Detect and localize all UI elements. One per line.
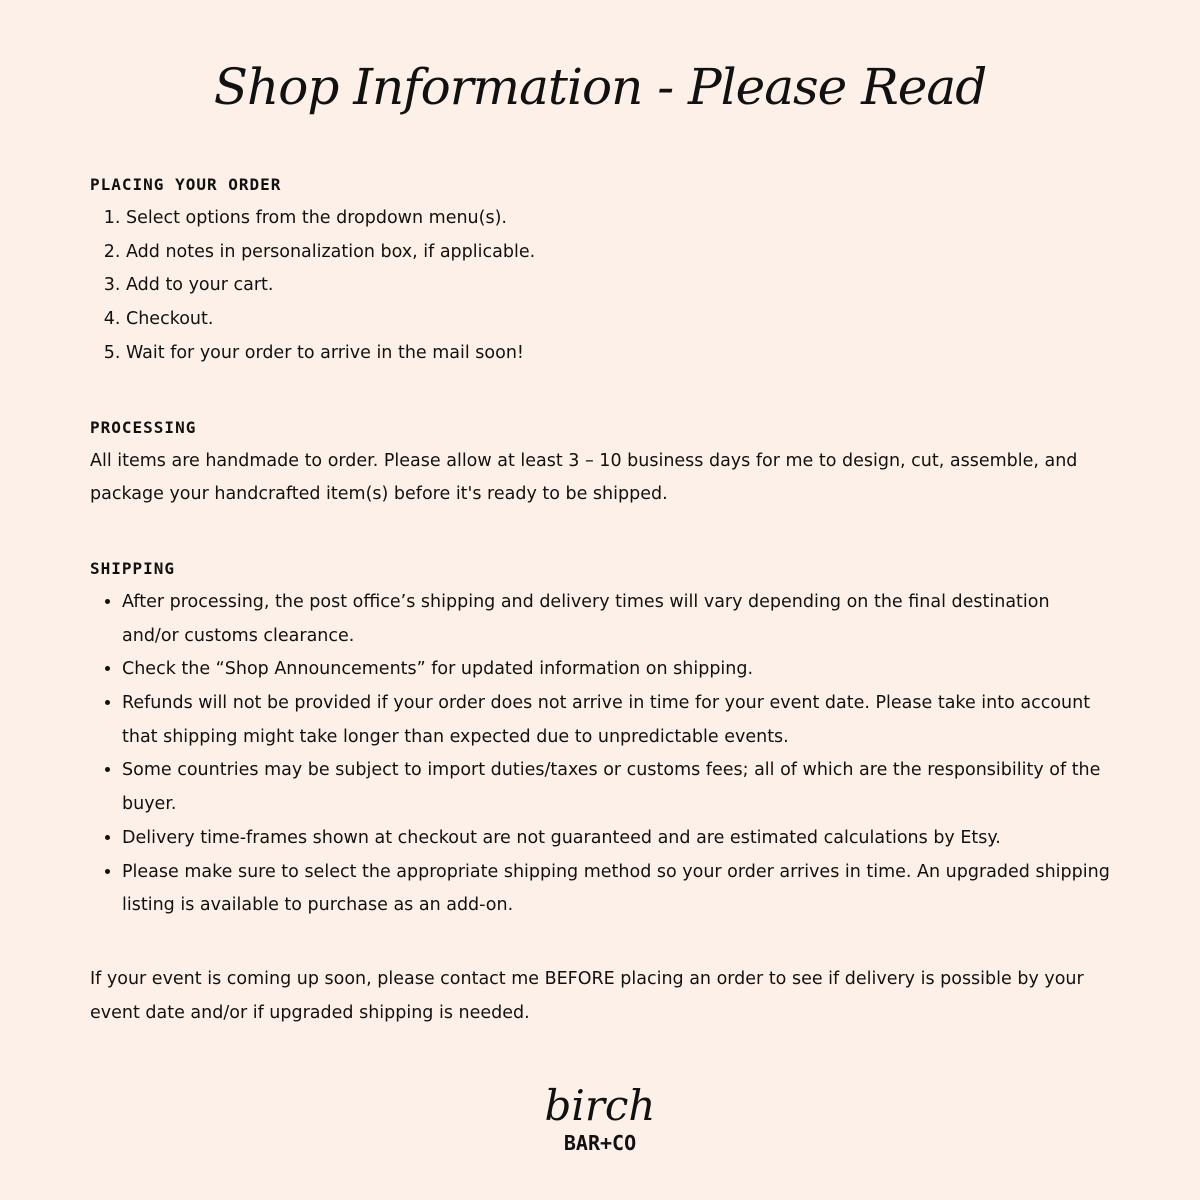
section-spacer [90,371,1110,415]
shipping-heading: SHIPPING [90,558,176,578]
logo-wordmark-barco: BAR+CO [563,1131,637,1155]
logo-wordmark-birch: birch [544,1081,656,1130]
shipping-bullets-list [90,586,1110,923]
order-step: 4. Checkout. [126,303,1110,337]
shipping-bullet: • Refunds will not be provided if your order does not arrive in time for your event date. Please take into account that shipping might take longer than expected due to unpredictable events. [122,687,1110,754]
order-step: 2. Add notes in personalization box, if applicable. [126,236,1110,270]
shipping-bullet: • Some countries may be subject to import duties/taxes or customs fees; all of which are the responsibility of the buyer. [122,754,1110,821]
shop-info-content [90,172,1110,1030]
section-spacer [90,512,1110,556]
order-step: 1. Select options from the dropdown menu(s). [126,202,1110,236]
order-steps-list [90,202,1110,371]
section-spacer [90,923,1110,963]
order-step: 3. Add to your cart. [126,269,1110,303]
shipping-bullet: • Please make sure to select the appropriate shipping method so your order arrives in time. An upgraded shipping listing is available to purchase as an add-on. [122,856,1110,923]
page-title: Shop Information - Please Read [213,58,987,116]
closing-note: If your event is coming up soon, please contact me BEFORE placing an order to see if delivery is possible by your event date and/or if upgraded shipping is needed. [90,968,1084,1023]
processing-text: All items are handmade to order. Please allow at least 3 – 10 business days for me to design, cut, assemble, and package your handcrafted item(s) before it's ready to be shipped. [90,450,1078,505]
order-step: 5. Wait for your order to arrive in the mail soon! [126,337,1110,371]
shipping-section [90,556,1110,923]
placing-order-heading: PLACING YOUR ORDER [90,175,282,194]
shipping-bullet: • Check the “Shop Announcements” for updated information on shipping. [122,653,1110,687]
processing-heading: PROCESSING [90,417,197,437]
placing-order-section [90,172,1110,371]
processing-section [90,415,1110,512]
shipping-bullet: • Delivery time-frames shown at checkout are not guaranteed and are estimated calculations by Etsy. [122,822,1110,856]
shipping-bullet: • After processing, the post office’s shipping and delivery times will vary depending on the final destination and/or customs clearance. [122,586,1110,653]
brand-logo [540,1078,660,1160]
